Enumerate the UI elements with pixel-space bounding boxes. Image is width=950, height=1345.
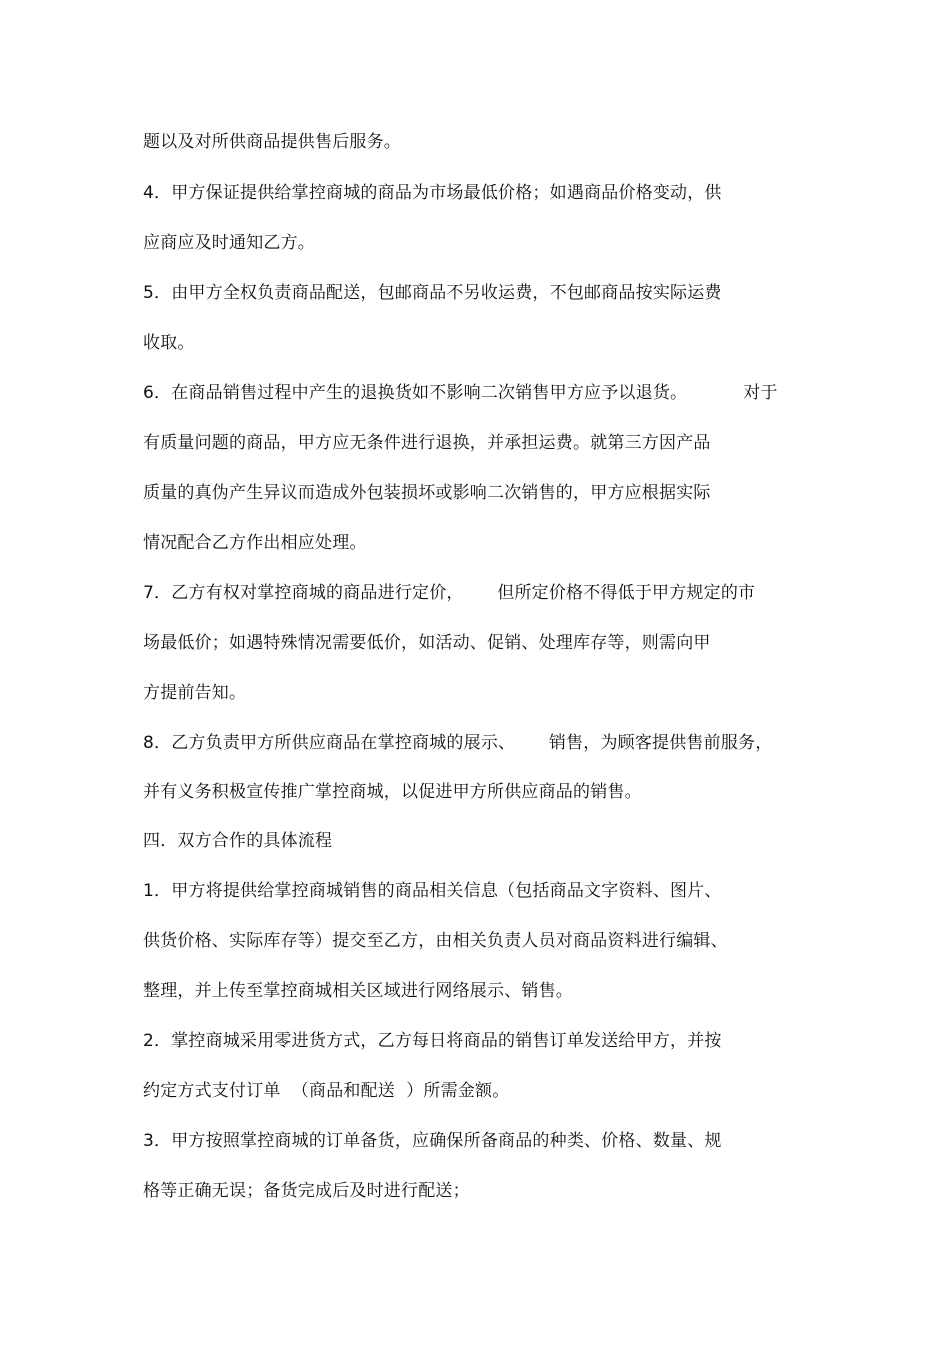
text-line: 情况配合乙方作出相应处理。 xyxy=(143,533,367,553)
text-line: 约定方式支付订单 （商品和配送 ）所需金额。 xyxy=(143,1081,510,1101)
text-line: 2．掌控商城采用零进货方式，乙方每日将商品的销售订单发送给甲方，并按 xyxy=(143,1031,722,1051)
text-line: 5．由甲方全权负责商品配送，包邮商品不另收运费，不包邮商品按实际运费 xyxy=(143,283,722,303)
text-line: 有质量问题的商品，甲方应无条件进行退换，并承担运费。就第三方因产品 xyxy=(143,433,711,453)
section-heading: 四．双方合作的具体流程 xyxy=(143,831,333,851)
text-line: 8．乙方负责甲方所供应商品在掌控商城的展示、 销售，为顾客提供售前服务， xyxy=(143,733,773,753)
text-line: 6．在商品销售过程中产生的退换货如不影响二次销售甲方应予以退货。 对于 xyxy=(143,383,778,403)
text-line: 应商应及时通知乙方。 xyxy=(143,233,315,253)
text-line: 方提前告知。 xyxy=(143,683,247,703)
text-line: 场最低价；如遇特殊情况需要低价，如活动、促销、处理库存等，则需向甲 xyxy=(143,633,711,653)
text-line: 7．乙方有权对掌控商城的商品进行定价， 但所定价格不得低于甲方规定的市 xyxy=(143,583,756,603)
text-line: 3．甲方按照掌控商城的订单备货，应确保所备商品的种类、价格、数量、规 xyxy=(143,1131,722,1151)
text-line: 整理，并上传至掌控商城相关区域进行网络展示、销售。 xyxy=(143,981,573,1001)
text-line: 格等正确无误；备货完成后及时进行配送； xyxy=(143,1181,470,1201)
text-line: 4．甲方保证提供给掌控商城的商品为市场最低价格；如遇商品价格变动，供 xyxy=(143,183,722,203)
text-line: 供货价格、实际库存等）提交至乙方，由相关负责人员对商品资料进行编辑、 xyxy=(143,931,728,951)
text-line: 题以及对所供商品提供售后服务。 xyxy=(143,132,401,152)
text-line: 1．甲方将提供给掌控商城销售的商品相关信息（包括商品文字资料、图片、 xyxy=(143,881,722,901)
text-line: 质量的真伪产生异议而造成外包装损坏或影响二次销售的，甲方应根据实际 xyxy=(143,483,711,503)
text-line: 并有义务积极宣传推广掌控商城，以促进甲方所供应商品的销售。 xyxy=(143,782,642,802)
text-line: 收取。 xyxy=(143,333,195,353)
